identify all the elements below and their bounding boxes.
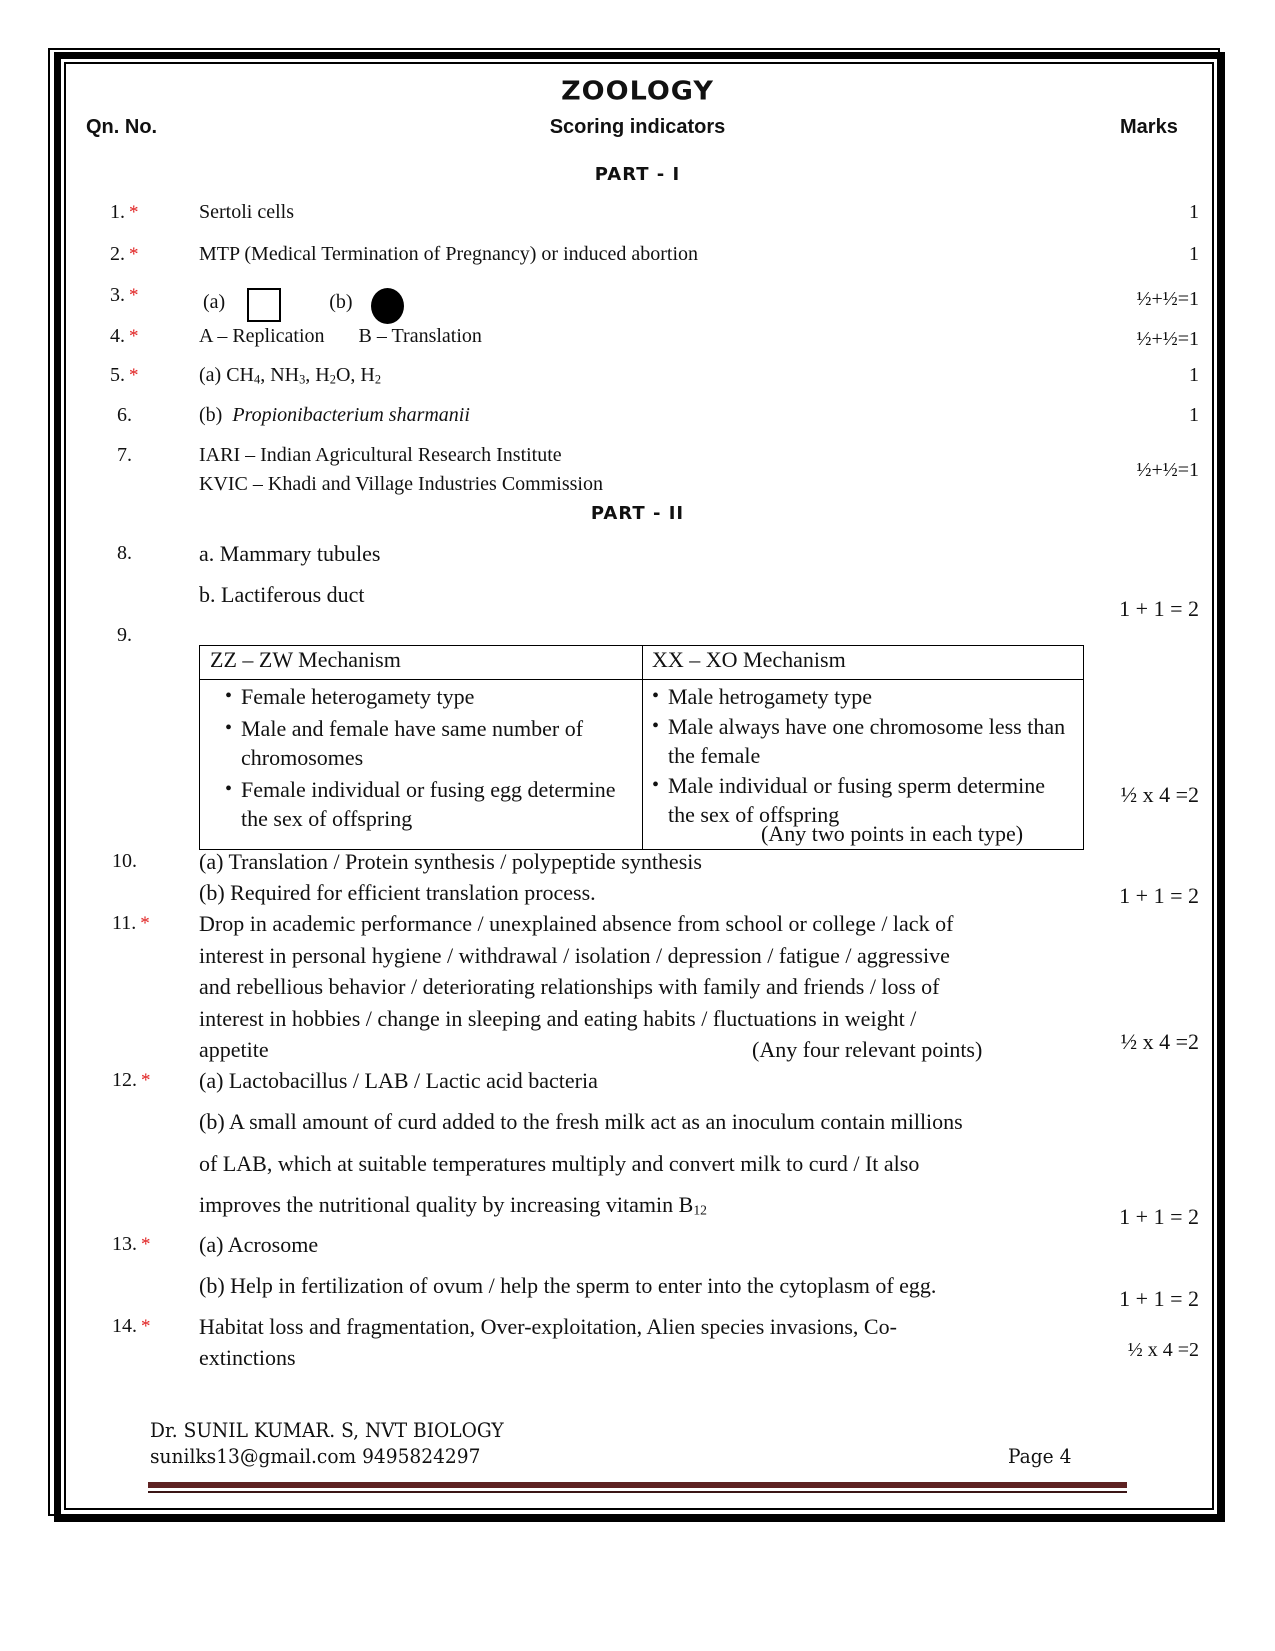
zz-zw-points [225,682,635,833]
question-number: 4. * [110,325,139,347]
star-marker: * [129,285,139,306]
table-point: • Male individual or fusing sperm determine the sex of offspring [652,771,1072,829]
column-header-scoring: Scoring indicators [549,116,726,138]
question-number: 11. * [112,912,150,934]
question-number: 12. * [112,1069,151,1091]
star-marker: * [141,1316,151,1337]
part-1-heading: PART - I [594,164,681,185]
square-symbol-icon [247,288,281,322]
answer-line: (b) Required for efficient translation process. [199,880,596,905]
answer-line: of LAB, which at suitable temperatures multiply and convert milk to curd / It also [199,1151,920,1176]
marks-value: 1 + 1 = 2 [1119,1204,1199,1229]
table-point: • Male always have one chromosome less than the female [652,712,1072,770]
answer-line: (b) Help in fertilization of ovum / help the sperm to enter into the cytoplasm of egg. [199,1273,937,1298]
star-marker: * [129,365,139,386]
page-number: Page 4 [1008,1444,1072,1468]
answer-line: interest in hobbies / change in sleeping and eating habits / fluctuations in weight / [199,1006,917,1031]
answer-text: (b) Propionibacterium sharmanii [199,404,470,426]
marks-value: 1 [1189,364,1199,386]
xx-xo-points [652,682,1072,829]
marks-value: ½ x 4 =2 [1120,1029,1199,1054]
table-point: • Female individual or fusing egg determine the sex of offspring [225,775,635,833]
marks-value: 1 + 1 = 2 [1119,596,1199,621]
answer-line: b. Lactiferous duct [199,582,365,607]
marks-value: 1 [1189,201,1199,223]
part-2-heading: PART - II [590,503,685,524]
answer-line: (a) Translation / Protein synthesis / polypeptide synthesis [199,849,702,874]
answer-line: interest in personal hygiene / withdrawal / isolation / depression / fatigue / aggressive [199,943,950,968]
answer-symbols: (a) (b) [203,288,404,324]
star-marker: * [141,1234,151,1255]
star-marker: * [141,1070,151,1091]
answer-line: (b) A small amount of curd added to the fresh milk act as an inoculum contain millions [199,1109,963,1134]
table-header-zz-zw: ZZ – ZW Mechanism [210,647,401,672]
answer-line: and rebellious behavior / deteriorating relationships with family and friends / loss of [199,974,940,999]
answer-text: MTP (Medical Termination of Pregnancy) or induced abortion [199,243,699,265]
answer-text: Sertoli cells [199,201,294,223]
footer-contact: sunilks13@gmail.com 9495824297 [150,1444,481,1468]
footer-rule-thick [148,1482,1127,1488]
answer-line: Habitat loss and fragmentation, Over-exploitation, Alien species invasions, Co- [199,1314,897,1339]
column-header-marks: Marks [1120,116,1178,138]
table-point: • Female heterogamety type [225,682,635,711]
answer-line: improves the nutritional quality by increasing vitamin $B_{12}$ [199,1192,707,1218]
answer-line: (a) Lactobacillus / LAB / Lactic acid bacteria [199,1068,598,1093]
answer-line: extinctions [199,1345,296,1370]
answer-line: a. Mammary tubules [199,541,381,566]
footer-author: Dr. SUNIL KUMAR. S, NVT BIOLOGY [150,1418,504,1442]
marks-value: 1 [1189,404,1199,426]
question-number: 7. [117,444,132,466]
filled-circle-symbol-icon [371,288,404,324]
table-point: • Male hetrogamety type [652,682,1072,711]
question-number: 10. [112,850,137,872]
question-number: 9. [117,624,132,646]
star-marker: * [140,913,150,934]
star-marker: * [129,244,139,265]
answer-line: IARI – Indian Agricultural Research Institute [199,444,562,466]
table-header-xx-xo: XX – XO Mechanism [652,647,846,672]
footer-rule-thin [148,1491,1127,1493]
marks-value: ½+½=1 [1136,288,1199,310]
sex-determination-table [199,645,1084,850]
question-number: 6. [117,404,132,426]
chemical-formula: $CH_4$, $NH_3$, $H_2O$, $H_2$ [226,364,382,387]
marks-value: ½ x 4 =2 [1120,782,1199,807]
answer-note: (Any four relevant points) [752,1037,983,1062]
answer-formula: (a) $CH_4$, $NH_3$, $H_2O$, $H_2$ [199,364,382,387]
page-title: ZOOLOGY [561,76,714,107]
table-point: • Male and female have same number of chromosomes [225,714,635,772]
marks-value: 1 [1189,243,1199,265]
answer-text: A – Replication B – Translation [199,325,482,347]
question-number: 2. * [110,243,139,265]
star-marker: * [129,326,139,347]
star-marker: * [129,202,139,223]
question-number: 8. [117,542,132,564]
marks-value: 1 + 1 = 2 [1119,1286,1199,1311]
question-number: 13. * [112,1233,151,1255]
marks-value: ½ x 4 =2 [1127,1339,1199,1361]
column-header-qn: Qn. No. [86,116,158,138]
question-number: 14. * [112,1315,151,1337]
question-number: 1. * [110,201,139,223]
marks-value: ½+½=1 [1136,328,1199,350]
answer-note: (Any two points in each type) [761,821,1024,846]
answer-line: KVIC – Khadi and Village Industries Commission [199,473,603,495]
question-number: 5. * [110,364,139,386]
question-number: 3. * [110,284,139,306]
marks-value: ½+½=1 [1136,459,1199,481]
answer-line: Drop in academic performance / unexplained absence from school or college / lack of [199,911,954,936]
answer-line: appetite [199,1037,269,1062]
marks-value: 1 + 1 = 2 [1119,883,1199,908]
answer-line: (a) Acrosome [199,1232,319,1257]
